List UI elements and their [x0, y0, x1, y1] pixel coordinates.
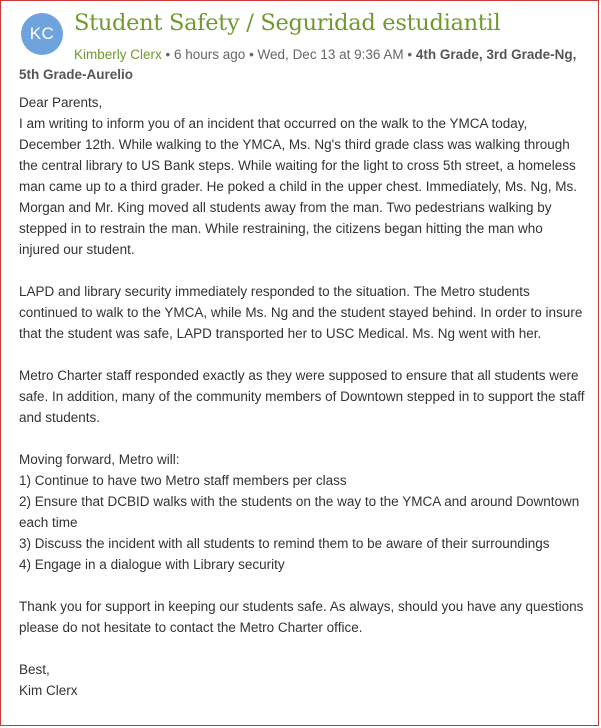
paragraph-response: LAPD and library security immediately responded to the situation. The Metro students continued to walk to the YMCA, while Ms. Ng and the student stayed behind. In order to insure that the student was safe, LAPD transported her to USC Medical. Ms. Ng went with her.: [19, 284, 583, 341]
list-item: 4) Engage in a dialogue with Library security: [19, 557, 285, 572]
post-date: Wed, Dec 13 at 9:36 AM: [257, 47, 404, 62]
post-meta: [19, 45, 589, 85]
greeting: Dear Parents,: [19, 95, 103, 110]
list-item: 2) Ensure that DCBID walks with the students on the way to the YMCA and around Downtown each time: [19, 494, 580, 530]
post-title: Student Safety / Seguridad estudiantil: [74, 10, 501, 36]
meta-separator: •: [245, 47, 258, 62]
meta-separator: •: [403, 47, 416, 62]
paragraph-incident: I am writing to inform you of an incident that occurred on the walk to the YMCA today, December 12th. While walking to the YMCA, Ms. Ng's third grade class was walking through the central library to US Bank steps. While waiting for the light to cross 5th street, a homeless man came up to a third grader. He poked a child in the upper chest. Immediately, Ms. Ng, Ms. Morgan and Mr. King moved all students away from the man. Two pedestrians walking by stepped in to restrain the man. While restraining, the citizens began hitting the man who injured our student.: [19, 116, 578, 257]
avatar[interactable]: KC: [21, 13, 63, 55]
signature: Kim Clerx: [19, 683, 78, 698]
relative-time: 6 hours ago: [174, 47, 246, 62]
paragraph-staff: Metro Charter staff responded exactly as they were supposed to ensure that all students were safe. In addition, many of the community members of Downtown stepped in to support the staff and students.: [19, 368, 585, 425]
meta-separator: •: [161, 47, 174, 62]
list-item: 3) Discuss the incident with all students to remind them to be aware of their surroundings: [19, 536, 550, 551]
closing: Best,: [19, 662, 50, 677]
moving-forward-heading: Moving forward, Metro will:: [19, 452, 180, 467]
paragraph-thanks: Thank you for support in keeping our students safe. As always, should you have any questions please do not hesitate to contact the Metro Charter office.: [19, 599, 584, 635]
list-item: 1) Continue to have two Metro staff members per class: [19, 473, 347, 488]
grade-tags: 4th Grade, 3rd Grade-Ng, 5th Grade-Aurelio: [19, 47, 577, 82]
post-body: [19, 92, 585, 701]
author-link[interactable]: Kimberly Clerx: [74, 47, 162, 62]
